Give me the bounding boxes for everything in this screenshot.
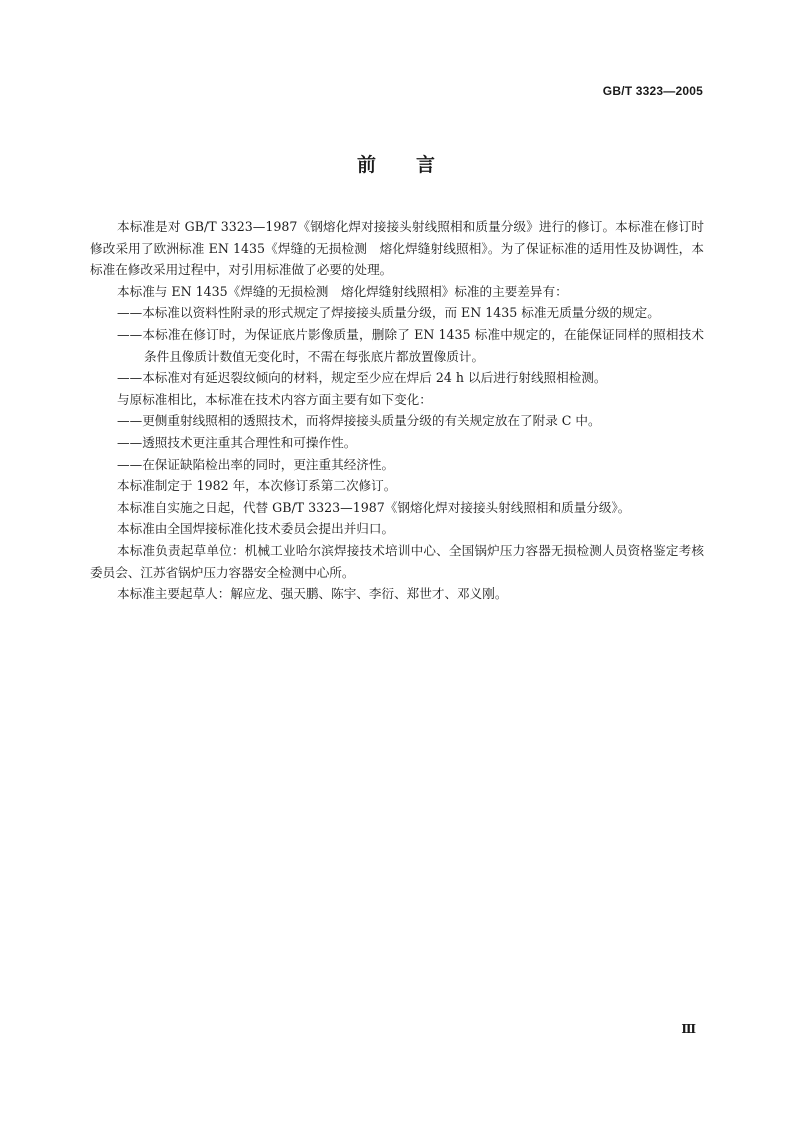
paragraph-differences-intro: 本标准与 EN 1435《焊缝的无损检测 熔化焊缝射线照相》标准的主要差异有：	[117, 283, 568, 299]
title-char-2: 言	[416, 154, 438, 176]
paragraph-revision: 本标准是对 GB/T 3323—1987《钢熔化焊对接接头射线照相和质量分级》进行的修订。本标准在修订时修改采用了欧洲标准 EN 1435《焊缝的无损检测 熔化焊缝射线照相》。为了保证标准的适用性及协调性，本标准在修改采用过程中，对引用标准做了必要的处理。	[90, 219, 704, 278]
standard-number: GB/T 3323—2005	[602, 84, 703, 98]
paragraph-replaces: 本标准自实施之日起，代替 GB/T 3323—1987《钢熔化焊对接接头射线照相和质量分级》。	[117, 499, 631, 515]
paragraph-proposer: 本标准由全国焊接标准化技术委员会提出并归口。	[117, 521, 395, 537]
difference-item-3: ——本标准对有延迟裂纹倾向的材料，规定至少应在焊后 24 h 以后进行射线照相检测。	[117, 370, 607, 386]
change-item-2: ——透照技术更注重其合理性和可操作性。	[117, 434, 357, 450]
page-title	[0, 150, 794, 177]
title-char-1: 前	[356, 154, 378, 176]
page-number: Ⅲ	[681, 1022, 696, 1036]
paragraph-drafters: 本标准主要起草人：解应龙、强天鹏、陈宇、李衍、郑世才、邓义刚。	[117, 586, 508, 602]
difference-item-2: ——本标准在修订时，为保证底片影像质量，删除了 EN 1435 标准中规定的，在能保证同样的照相技术条件且像质计数值无变化时，不需在每张底片都放置像质计。	[117, 326, 704, 364]
change-item-3: ——在保证缺陷检出率的同时，更注重其经济性。	[117, 456, 395, 472]
paragraph-history: 本标准制定于 1982 年，本次修订系第二次修订。	[117, 478, 397, 494]
difference-item-1: ——本标准以资料性附录的形式规定了焊接接头质量分级，而 EN 1435 标准无质量分级的规定。	[117, 305, 660, 321]
foreword-body	[90, 216, 704, 605]
change-item-1: ——更侧重射线照相的透照技术，而将焊接接头质量分级的有关规定放在了附录 C 中。	[117, 413, 601, 429]
paragraph-changes-intro: 与原标准相比，本标准在技术内容方面主要有如下变化：	[117, 391, 432, 407]
paragraph-drafting-units: 本标准负责起草单位：机械工业哈尔滨焊接技术培训中心、全国锅炉压力容器无损检测人员资格鉴定考核委员会、江苏省锅炉压力容器安全检测中心所。	[90, 542, 704, 580]
